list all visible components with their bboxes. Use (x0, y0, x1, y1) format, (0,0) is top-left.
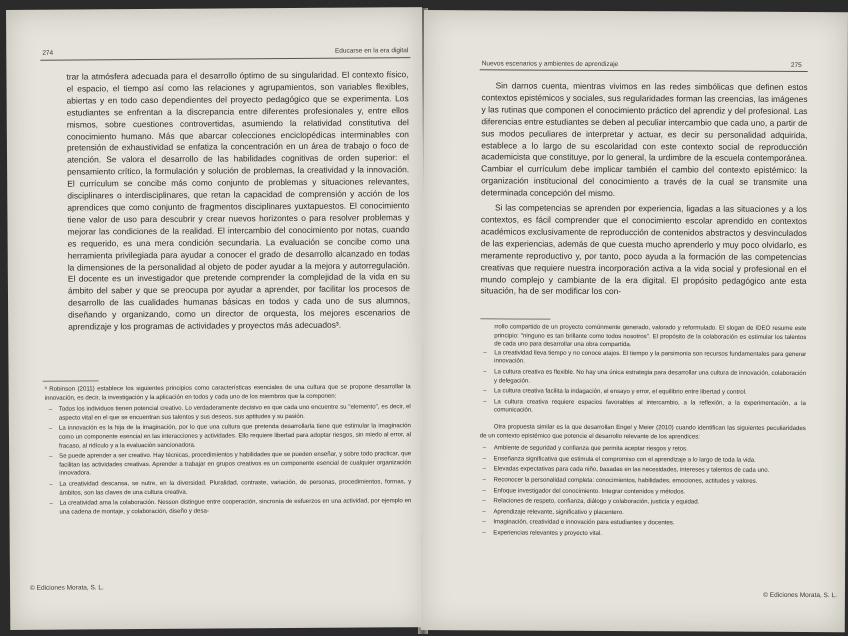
body-paragraph-2: Si las competencias se aprenden por experiencia, ligadas a las situaciones y a los contextos, es fácil comprender que el conocimiento escolar aprendido en contextos académicos exclusivamente de reproducción de contenidos abstractos y desvinculados de las experiencias, además de que cuesta mucho aprenderlo y muy poco olvidarlo, es meramente reproductivo y, por tanto, poco ayuda a la formación de las competencias creativas que requiere nuestra incorporación activa a la vida social y profesional en el mundo complejo y cambiante de la era digital. El propósito pedagógico ante esta situación, ha de ser modificar los con- (480, 202, 807, 297)
list-item: – Ambiente de seguridad y confianza que permita aceptar riesgos y retos. (480, 444, 806, 454)
footnote-item: – La cultura creativa requiere espacios favorables al intercambio, a la reflexión, a la experimentación, a la comunicación. (480, 398, 806, 417)
list-item: – Imaginación, creatividad e innovación para estudiantes y docentes. (479, 519, 805, 529)
list-item: – Reconocer la personalidad completa: conocimientos, habilidades, emociones, actitudes y valores. (480, 476, 806, 486)
footnote-intro: ³ Robinson (2011) establece los siguientes principios como características esenciales de una cultura que se propone desarrollar la innovación, es decir, la investigación y la aplicación en todos y cada uno de los miembros que la componen: (44, 383, 411, 402)
running-header: Educarse en la era digital (334, 47, 409, 55)
list-item: – Enfoque investigador del conocimiento. Integrar contenidos y métodos. (479, 487, 805, 497)
footnote-list (45, 403, 412, 517)
list-item: – Elevadas expectativas para cada niño, basadas en las necesidades, intereses y talentos de cada uno. (480, 466, 806, 476)
running-header: Nuevos escenarios y ambientes de aprendizaje (481, 60, 619, 69)
footnote-item: – La cultura creativa facilita la indagación, el ensayo y error, el equilibrio entre libertad y control. (480, 387, 806, 397)
footnote-item: – La creatividad lleva tiempo y no conoce atajos. El tiempo y la parsimonia son recursos fundamentales para generar innovación. (480, 349, 806, 368)
page-footer: © Ediciones Morata, S. L. (30, 584, 104, 592)
footnote-continuation: rrollo compartido de un proyecto comúnmente generado, valorado y reformulado. El slogan de IDEO resume este principio: "ninguno es tan brillante como todos nosotros". El propósito de la colaboración es estimular los talentos de cada uno para desarrollar una obra compartida. (494, 323, 807, 349)
footnote (45, 383, 412, 519)
footnote-paragraph: Otra propuesta similar es la que desarrollan Engel y Meier (2010) cuando identifican las siguientes peculiaridades de un contexto epistémico que potencie el desarrollo relevante de los aprendices: (479, 423, 806, 440)
footnote-list (480, 349, 806, 417)
footnote-item: – La innovación es la hija de la imaginación, por lo que una cultura que pretenda desarrollarla tiene que estimular la imaginación como un componente esencial en las interacciones y actividades. Ello requiere libertad para adoptar riesgos, sin miedo al error, al fracaso, al ridículo y a la evaluación sancionadora. (45, 423, 411, 451)
body-paragraph-1: Sin darnos cuenta, mientras vivimos en las redes simbólicas que definen estos contextos epistémicos y sociales, sus regularidades forman las creencias, las imágenes y las rutinas que componen el conocimiento práctico del aprendiz y del profesional. Las diferencias entre estudiantes se deben al peculiar intercambio que cada uno, a partir de sus modos peculiares de interpretar y actuar, es decir su personalidad adquirida, establece a lo largo de su escolaridad con este contexto social de reproducción academicista que constituye, por lo general, la urdimbre de la escuela contemporánea. Cambiar el currículum debe implicar también el cambio del contexto epistémico: la organización institucional del conocimiento a través de la cual se transmite una determinada concepción del mismo. (481, 80, 808, 199)
header-rule (40, 57, 410, 61)
body-paragraph: trar la atmósfera adecuada para el desarrollo óptimo de su singularidad. El contexto físico, el espacio, el tiempo así como las relaciones y agrupamientos, son variables flexibles, abiertas y en todo caso dependientes del proyecto pedagógico que se experimenta. Los estudiantes se enfrentan a la discrepancia entre diferentes profesionales y, entre ellos mismos, sobre cuestiones controvertidas, asumiendo la relatividad constitutiva del conocimiento humano. Más que abarcar colecciones enciclopédicas interminables con pretensión de exhaustividad se enfatiza la concentración en un área de trabajo o foco de atención. Se valora el desarrollo de las habilidades cognitivas de orden superior: el pensamiento crítico, la formulación y solución de problemas, la creatividad y la innovación. El currículum se concibe más como conjunto de problemas y situaciones relevantes, disciplinares o interdisciplinares, que retan la capacidad de comprensión y acción de los aprendices que como conjunto de fragmentos disciplinares yuxtapuestos. El conocimiento tiene valor de uso para descubrir y crear nuevos horizontes o para resolver problemas y mejorar las condiciones de la realidad. El intercambio del conocimiento por notas, cuando es requerido, es una mera condición secundaria. La evaluación se concibe como una herramienta privilegiada para ayudar a conocer el grado de desarrollo alcanzado en todas la dimensiones de la personalidad al objeto de poder ayudar a la mejora y autorregulación. El docente es un investigador que pretende comprender la complejidad de la vida en su ámbito del saber y que se preocupa por ayudar a aprender, por facilitar los procesos de desarrollo de las cualidades humanas básicas en todos y cada uno de sus alumnos, diseñando y organizando, como un director de orquesta, los mejores escenarios de aprendizaje y los programas de actividades y proyectos más adecuados³. (66, 69, 411, 332)
body-text (480, 80, 807, 299)
footnote-continued (479, 323, 806, 541)
list-item: – Experiencias relevantes y proyecto vital. (479, 529, 805, 539)
header-rule (480, 69, 808, 72)
footnote-item: – Se puede aprender a ser creativo. Hay técnicas, procedimientos y habilidades que se pueden enseñar, y sobre todo practicar, que facilitan las actividades creativas. Aprender a trabajar en grupos creativos es un componente esencial de cualquier organización innovadora. (45, 450, 411, 478)
list-item: – Enseñanza significativa que estimula el compromiso con el aprendizaje a lo largo de toda la vida. (480, 455, 806, 465)
footnote-item: – La creatividad ama la colaboración. Nesson distingue entre cooperación, sincronía de esfuerzos en una actividad, por ejemplo en una cadena de montaje, y colaboración, diseño y desa- (45, 497, 411, 517)
footnote-item: – Todos los individuos tienen potencial creativo. Lo verdaderamente decisivo es que cada uno encuentre su "elemento", es decir, el aspecto vital en el que se encuentran sus talentos y sus deseos, sus aptitudes y su pasión. (45, 403, 411, 423)
page-footer: © Ediciones Morata, S. L. (763, 591, 837, 600)
page-number: 274 (42, 49, 54, 57)
page-number: 275 (790, 61, 802, 69)
left-page (6, 7, 426, 630)
right-page (421, 10, 848, 632)
list-item: – Relaciones de respeto, confianza, diálogo y colaboración, justicia y equidad. (479, 497, 805, 507)
footnote-item: – La cultura creativa es flexible. No hay una única estrategia para desarrollar una cultura de innovación, colaboración y delegación. (480, 368, 806, 387)
footnote-item: – La creatividad descansa, se nutre, en la diversidad. Pluralidad, contraste, variación, de personas, procedimientos, formas, y ámbitos, son las claves de una cultura creativa. (45, 478, 411, 498)
body-text (66, 69, 410, 333)
footnote-rule (480, 318, 550, 319)
context-features-list (479, 444, 805, 539)
list-item: – Aprendizaje relevante, significativo y placentero. (479, 508, 805, 518)
footnote-rule (43, 380, 99, 381)
